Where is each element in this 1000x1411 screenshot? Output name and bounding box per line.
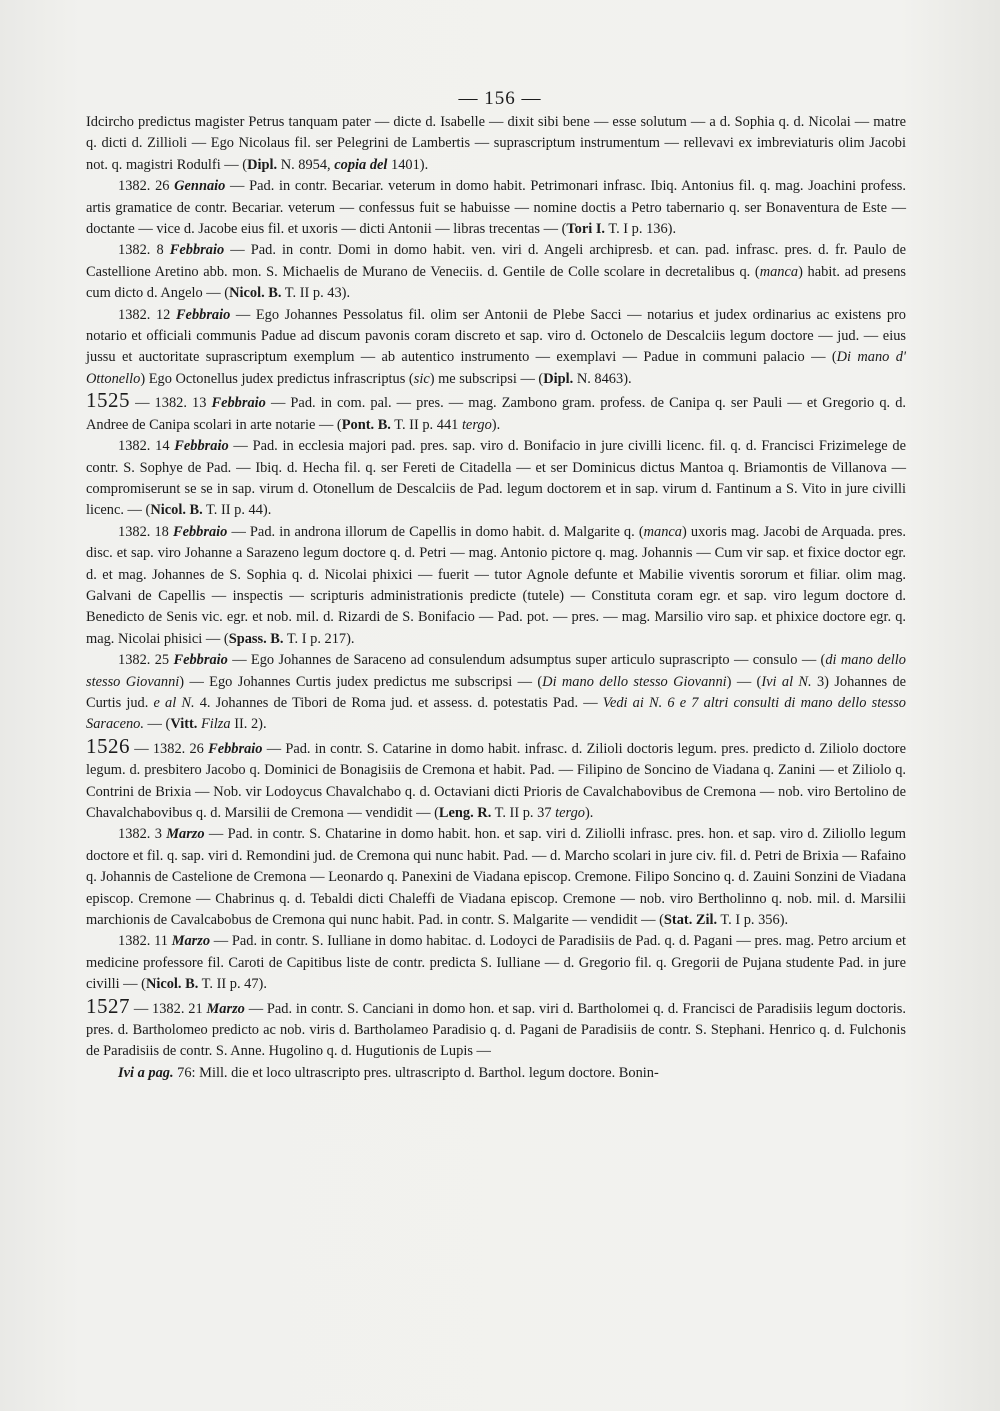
- paragraph: 1382. 18 Febbraio — Pad. in androna illorum de Capellis in domo habit. d. Malgarite q. (manca) uxoris mag. Jacobi de Arquada. pres. disc. et sap. viro Johanne a Sarazeno legum doctore q. d. Petri — mag. Antonio pictore q. mag. Johannis — Cum vir sap. et fixice doctor egr. d. et mag. Johannes de S. Sophia q. d. Nicolai phixici — fuerit — tutor Agnole defunte et Mabilie viventis sororum et filiar. olim mag. Galvani de Capellis — inspectis — scripturis administrationis predicte (tutele) — Constituta coram egr. et sap. viro legum doctore d. Benedicto de Senis vic. egr. et nob. mil. d. Rizardi de S. Bonifacio — Pad. pot. — pres. — mag. Marsilio viro sap. et phixice doctore egr. q. mag. Nicolai phisici — (Spass. B. T. I p. 217).: [86, 523, 906, 647]
- paragraph: 1382. 12 Febbraio — Ego Johannes Pessolatus fil. olim ser Antonii de Plebe Sacci — notarius et judex ordinarius ac existens pro notario et officiali communis Padue ad discum pavonis coram discreto et sap. viro d. Octonelo de Descalciis legum doctore — jud. — eius jussu et auctoritate suprascriptum exemplum — ab autentico instrumento — exemplavi — Padue in communi palacio — (Di mano d' Ottonello) Ego Octonellus judex predictus infrascriptus (sic) me subscripsi — (Dipl. N. 8463).: [86, 306, 907, 387]
- paragraph: 1382. 11 Marzo — Pad. in contr. S. Iulliane in domo habitac. d. Lodoyci de Paradisiis de Pad. q. d. Pagani — pres. mag. Petro arcium et medicine professore fil. Caroti de Capitibus liste de contr. predicta S. Iulliane — d. Gregorio fil. q. Gregorii de Pujana studente Pad. in jure civilli — (Nicol. B. T. II p. 47).: [86, 933, 906, 993]
- paragraph: 1382. 26 Gennaio — Pad. in contr. Becariar. veterum in domo habit. Petrimonari infrasc. Ibiq. Antonius fil. q. mag. Joachini profess. artis gramatice de contr. Becariar. veterum — confessus fuit se habuisse — nomine doctis a Petro tabernario q. ser Bonaventura de Este — doctante — vice d. Jacobe eius fil. et uxoris — dicti Antonii — libras trecentas — (Tori I. T. I p. 136).: [86, 178, 907, 238]
- document-body: [86, 112, 906, 1084]
- paragraph: Idcircho predictus magister Petrus tanquam pater — dicte d. Isabelle — dixit sibi bene — esse solutum — a d. Sophia q. d. Nicolai — matre q. dicti d. Zillioli — Ego Nicolaus fil. ser Pelegrini de Lambertis — suprascriptum instrumentum — rellevavi ex imbreviaturis olim Jacobi not. q. magistri Rodulfi — (Dipl. N. 8954, copia del 1401).: [86, 114, 906, 173]
- paragraph: 1527 — 1382. 21 Marzo — Pad. in contr. S. Canciani in domo hon. et sap. viri d. Bartholomei q. d. Francisci de Paradisiis legum doctoris. pres. d. Bartholomeo predicto ac nob. viris d. Bartholameo Paradisio q. d. Pagani de Paradisiis de contr. S. Stephani. Henrico q. d. Fulchonis de Paradisiis de contr. S. Anne. Hugolino q. d. Hugutionis de Lupis —: [86, 993, 906, 1060]
- page-number: — 156 —: [458, 88, 542, 109]
- paragraph: 1525 — 1382. 13 Febbraio — Pad. in com. pal. — pres. — mag. Zambono gram. profess. de Canipa q. ser Pauli — et Gregorio q. d. Andree de Canipa scolari in arte notarie — (Pont. B. T. II p. 441 tergo).: [86, 388, 907, 433]
- paragraph: 1382. 14 Febbraio — Pad. in ecclesia majori pad. pres. sap. viro d. Bonifacio in jure civilli licenc. fil. q. d. Francisci Frizimelege de contr. S. Sophye de Pad. — Ibiq. d. Hecha fil. q. ser Fereti de Citadella — et ser Dominicus dictus Mantoa q. Briamontis de Villanova — compromiserunt se se in sap. virum d. Otonellum de Descalciis de Pad. legum doctorem et in sap. virum d. Fantinum a S. Vito in jure civilli licenc. — (Nicol. B. T. II p. 44).: [86, 438, 906, 519]
- paragraph: 1526 — 1382. 26 Febbraio — Pad. in contr. S. Catarine in domo habit. infrasc. d. Zilioli doctoris legum. pres. predicto d. Ziliolo doctore legum. d. presbitero Jacobo q. Dominici de Bonagisiis de Cremona et habit. Pad. — Filipino de Soncino de Viadana q. Zanini — et Ziliolo q. Contrini de Brixia — Nob. vir Lodoycus Chavalchabo q. d. Octaviani dicti Prioris de Cavalchabovibus de Cremona — nob. viro Bertolino de Chavalchabovibus q. d. Marsilii de Cremona — vendidit — (Leng. R. T. II p. 37 tergo).: [86, 733, 906, 821]
- paragraph: 1382. 3 Marzo — Pad. in contr. S. Chatarine in domo habit. hon. et sap. viri d. Ziliolli infrasc. pres. hon. et sap. viro d. Ziliollo legum doctore et fil. q. sap. viri d. Remondini jud. de Cremona qui nunc habit. Pad. — d. Marcho scolari in jure civ. fil. d. Petri de Brixia — Rafaino q. Johannis de Castelione de Cremona — Leonardo q. Panexini de Viadana episcop. Cremone. Filipo Soncino q. d. Zauini Sonzini de Viadana episcop. Cremone — Chabrinus q. d. Tebaldi dicti Chaleffi de Viadana episcop. Cremone — nob. viro Bertholinno q. nob. mil. d. Marsilii marchionis de Cavalcabobus de Cremona qui nunc habit. Pad. in contr. S. Malgarite — vendidit — (Stat. Zil. T. I p. 356).: [86, 826, 906, 929]
- paragraph: Ivi a pag. 76: Mill. die et loco ultrascripto pres. ultrascripto d. Barthol. legum doctore. Bonin-: [118, 1064, 659, 1081]
- paragraph: 1382. 25 Febbraio — Ego Johannes de Saraceno ad consulendum adsumptus super articulo suprascripto — consulo — (di mano dello stesso Giovanni) — Ego Johannes Curtis judex predictus me subscripsi — (Di mano dello stesso Giovanni) — (Ivi al N. 3) Johannes de Curtis jud. e al N. 4. Johannes de Tibori de Roma jud. et assess. d. potestatis Pad. — Vedi ai N. 6 e 7 altri consulti di mano dello stesso Saraceno. — (Vitt. Filza II. 2).: [86, 652, 907, 733]
- paragraph: 1382. 8 Febbraio — Pad. in contr. Domi in domo habit. ven. viri d. Angeli archipresb. et can. pad. infrasc. pres. d. fr. Paulo de Castellione Aretino abb. mon. S. Michaelis de Murano de Veneciis. d. Gentile de Colle scolare in decretalibus q. (manca) habit. ad presens cum dicto d. Angelo — (Nicol. B. T. II p. 43).: [86, 242, 907, 302]
